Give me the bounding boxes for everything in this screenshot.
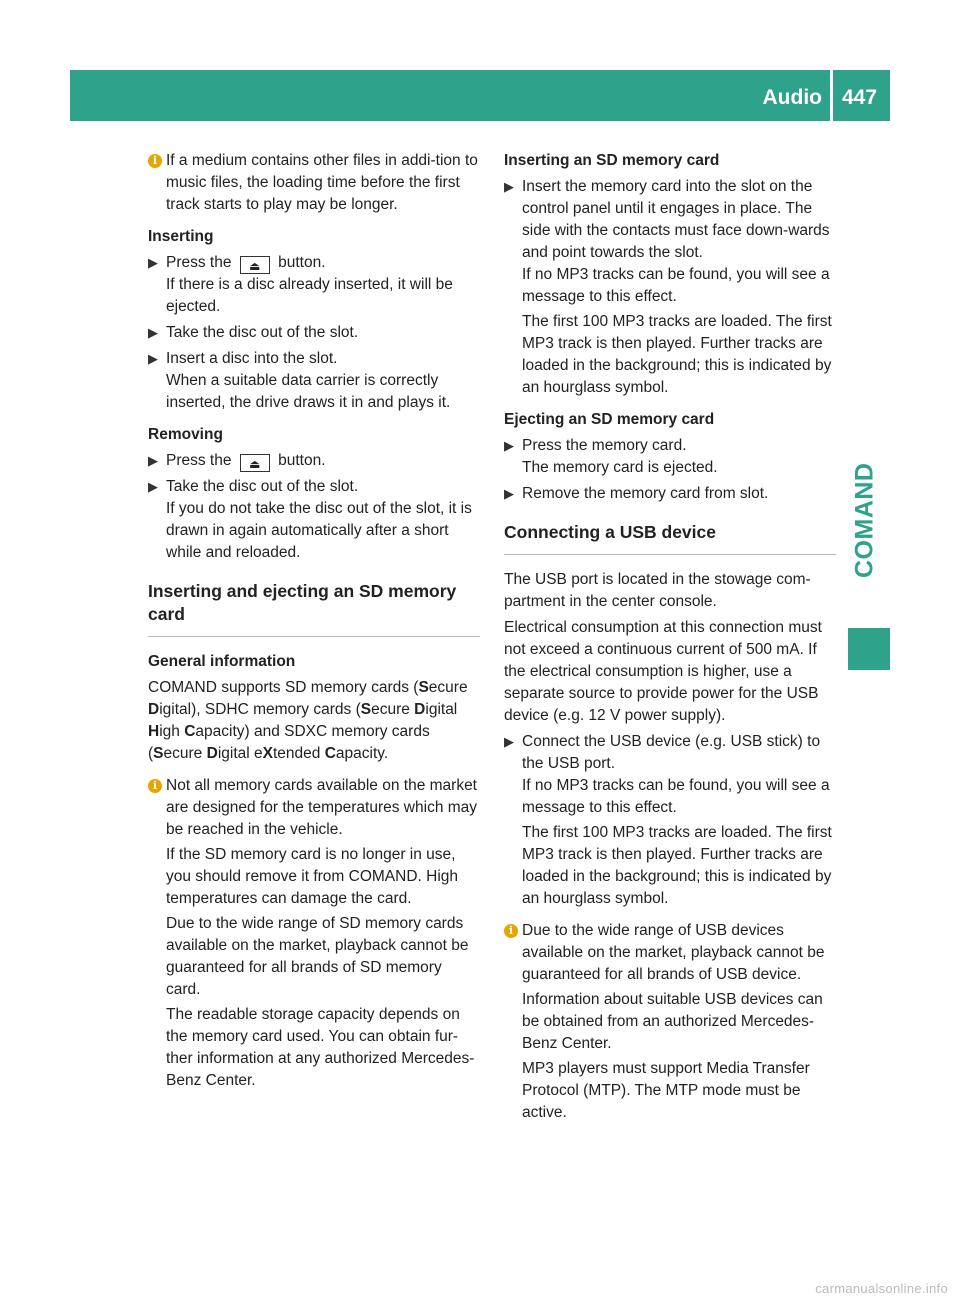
page-number: 447	[842, 86, 878, 109]
right-column	[504, 150, 836, 1124]
bullet-arrow-icon: ▶	[504, 179, 514, 194]
eject-icon: ⏏	[240, 454, 270, 472]
bullet-arrow-icon: ▶	[504, 438, 514, 453]
step-insert-sd: ▶ Insert the memory card into the slot on the control panel until it engages in place. The side with the contacts must face down-wards and point towards the slot. If no MP3 tracks can be found, you will see a message to this effect. The first 100 MP3 tracks are loaded. The first MP3 track is then played. Further tracks are loaded in the background; this is indicated by an hourglass symbol.	[504, 178, 832, 396]
usb-para-location: The USB port is located in the stowage com-partment in the center console.	[504, 571, 811, 610]
bullet-arrow-icon: ▶	[148, 479, 158, 494]
section-title-usb: Connecting a USB device	[504, 521, 836, 555]
bullet-arrow-icon: ▶	[504, 734, 514, 749]
step-insert-disc: ▶ Insert a disc into the slot. When a suitable data carrier is correctly inserted, the drive draws it in and plays it.	[148, 348, 480, 414]
heading-general-info: General information	[148, 653, 296, 670]
side-tab-label: COMAND	[850, 462, 879, 578]
info-icon: i	[148, 154, 162, 168]
side-tab-marker	[848, 628, 890, 670]
step-connect-usb: ▶ Connect the USB device (e.g. USB stick) to the USB port. If no MP3 tracks can be found, you will see a message to this effect. The first 100 MP3 tracks are loaded. The first MP3 track is then played. Further tracks are loaded in the background; this is indicated by an hourglass symbol.	[504, 733, 832, 907]
section-title-sd: Inserting and ejecting an SD memory card	[148, 580, 480, 637]
step-press-eject: ▶ Press the ⏏ button. If there is a disc already inserted, it will be ejected.	[148, 252, 480, 318]
note-text: If a medium contains other files in addi-tion to music files, the loading time before the first track starts to play may be longer.	[166, 152, 478, 213]
bullet-arrow-icon: ▶	[148, 325, 158, 340]
usb-para-power: Electrical consumption at this connection must not exceed a continuous current of 500 mA. If the electrical consumption is higher, use a separate source to provide power for the USB device (e.g. 12 V power supply).	[504, 619, 822, 724]
step-remove-card: ▶ Remove the memory card from slot.	[504, 483, 836, 505]
heading-inserting: Inserting	[148, 228, 214, 245]
general-info-text: COMAND supports SD memory cards (Secure Digital), SDHC memory cards (Secure Digital High Capacity) and SDXC memory cards (Secure Digital eXtended Capacity.	[148, 679, 468, 762]
step-take-disc-remove: ▶ Take the disc out of the slot. If you do not take the disc out of the slot, it is drawn in again automatically after a short while and reloaded.	[148, 476, 480, 564]
header-section-title: Audio	[762, 86, 822, 109]
step-take-disc: ▶ Take the disc out of the slot.	[148, 322, 480, 344]
step-result: When a suitable data carrier is correctly inserted, the drive draws it in and plays it.	[166, 372, 451, 411]
heading-removing: Removing	[148, 426, 223, 443]
step-press-eject-remove: ▶ Press the ⏏ button.	[148, 452, 326, 471]
bullet-arrow-icon: ▶	[148, 453, 158, 468]
step-result: If there is a disc already inserted, it will be ejected.	[166, 276, 453, 315]
info-icon: i	[148, 779, 162, 793]
info-note-usb: i Due to the wide range of USB devices available on the market, playback cannot be guaranteed for all brands of USB device. Information about suitable USB devices can be obtained from an authorized Mercedes-Benz Center. MP3 players must support Media Transfer Protocol (MTP). The MTP mode must be active.	[504, 920, 836, 1124]
footer-watermark: carmanualsonline.info	[815, 1281, 948, 1296]
heading-inserting-sd: Inserting an SD memory card	[504, 152, 720, 169]
bullet-arrow-icon: ▶	[148, 255, 158, 270]
bullet-arrow-icon: ▶	[148, 351, 158, 366]
info-note-loading	[148, 150, 480, 216]
info-icon: i	[504, 924, 518, 938]
step-result: If you do not take the disc out of the slot, it is drawn in again automatically after a short while and reloaded.	[166, 500, 472, 561]
heading-ejecting-sd: Ejecting an SD memory card	[504, 411, 715, 428]
eject-icon: ⏏	[240, 256, 270, 274]
bullet-arrow-icon: ▶	[504, 486, 514, 501]
left-column	[148, 150, 480, 1092]
info-note-sd-cards: i Not all memory cards available on the market are designed for the temperatures which may be reached in the vehicle. If the SD memory card is no longer in use, you should remove it from COMAND. High temperatures can damage the card. Due to the wide range of SD memory cards available on the market, playback cannot be guaranteed for all brands of SD memory card. The readable storage capacity depends on the memory card used. You can obtain fur-ther information at any authorized Mercedes-Benz Center.	[148, 775, 480, 1092]
step-press-card: ▶ Press the memory card. The memory card is ejected.	[504, 437, 718, 476]
header-divider	[830, 70, 833, 121]
